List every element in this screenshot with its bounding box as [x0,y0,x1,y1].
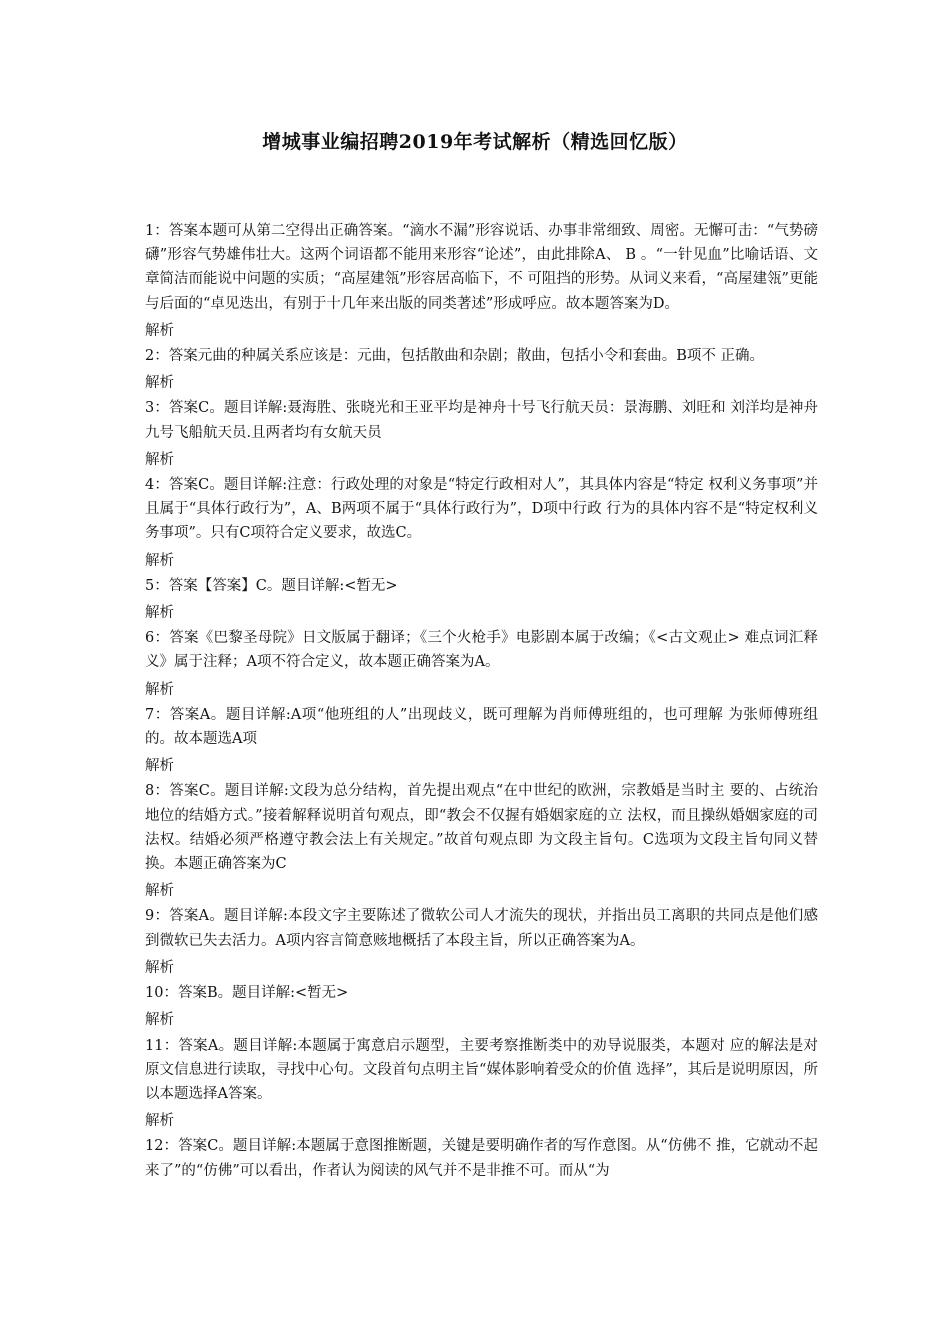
answer-item-4: 4：答案C。题目详解:注意：行政处理的对象是“特定行政相对人”，其具体内容是“特定 权利义务事项”并且属于“具体行政行为”，A、B两项不属于“具体行政行为”，D项中行政 行为的具体内容不是“特定权利义务事项”。只有C项符合定义要求，故选C。 [145,477,818,542]
answer-item-1: 1：答案本题可从第二空得出正确答案。“滴水不漏”形容说话、办事非常细致、周密。无懈可击：“气势磅礴”形容气势雄伟壮大。这两个词语都不能用来形容“论述”，由此排除A、 B 。“一针见血”比喻话语、文章简洁而能说中问题的实质；“高屋建瓴”形容居高临下，不 可阻挡的形势。从词义来看，“高屋建瓴”更能与后面的“卓见迭出，有别于十几年来出版的同类著述”形成呼应。故本题答案为D。 [145,223,818,312]
analysis-label: 解析 [145,1113,174,1130]
answer-item-11: 11：答案A。题目详解:本题属于寓意启示题型，主要考察推断类中的劝导说服类，本题对 应的解法是对原文信息进行读取，寻找中心句。文段首句点明主旨“媒体影响着受众的价值 选择”，其后是说明原因，所以本题选择A答案。 [145,1037,818,1102]
answer-item-7: 7：答案A。题目详解:A项“他班组的人”出现歧义，既可理解为肖师傅班组的，也可理解 为张师傅班组的。故本题选A项 [145,706,818,748]
analysis-label: 解析 [145,1012,174,1029]
analysis-label: 解析 [145,552,174,569]
analysis-label: 解析 [145,605,174,622]
document-title: 增城事业编招聘2019年考试解析（精选回忆版） [262,131,688,153]
answer-item-12: 12：答案C。题目详解:本题属于意图推断题，关键是要明确作者的写作意图。从“仿佛不 推，它就动不起来了”的“仿佛”可以看出，作者认为阅读的风气并不是非推不可。而从“为 [145,1138,818,1179]
analysis-label: 解析 [145,883,174,900]
answer-item-2: 2：答案元曲的种属关系应该是：元曲，包括散曲和杂剧；散曲，包括小令和套曲。B项不 正确。 [145,348,764,365]
answer-list [145,219,818,1183]
answer-item-9: 9：答案A。题目详解:本段文字主要陈述了微软公司人才流失的现状，并指出员工离职的共同点是他们感到微软已失去活力。A项内容言简意赅地概括了本段主旨，所以正确答案为A。 [145,908,818,949]
answer-item-10: 10：答案B。题目详解:<暂无> [145,985,349,1002]
analysis-label: 解析 [145,375,174,392]
answer-item-5: 5：答案【答案】C。题目详解:<暂无> [145,577,398,594]
answer-item-6: 6：答案《巴黎圣母院》日文版属于翻译；《三个火枪手》电影剧本属于改编；《<古文观止> 难点词汇释义》属于注释；A项不符合定义，故本题正确答案为A。 [145,630,818,671]
analysis-label: 解析 [145,451,174,468]
answer-item-8: 8：答案C。题目详解:文段为总分结构，首先提出观点“在中世纪的欧洲，宗教婚是当时主 要的、占统治地位的结婚方式。”接着解释说明首句观点，即“教会不仅握有婚姻家庭的立 法权，而且操纵婚姻家庭的司法权。结婚必须严格遵守教会法上有关规定。”故首句观点即 为文段主旨句。C选项为文段主旨句同义替换。本题正确答案为C [145,783,818,873]
analysis-label: 解析 [145,959,174,976]
analysis-label: 解析 [145,322,174,339]
analysis-label: 解析 [145,681,174,698]
analysis-label: 解析 [145,758,174,775]
answer-item-3: 3：答案C。题目详解:聂海胜、张晓光和王亚平均是神舟十号飞行航天员：景海鹏、刘旺和 刘洋均是神舟九号飞船航天员.且两者均有女航天员 [145,400,818,441]
